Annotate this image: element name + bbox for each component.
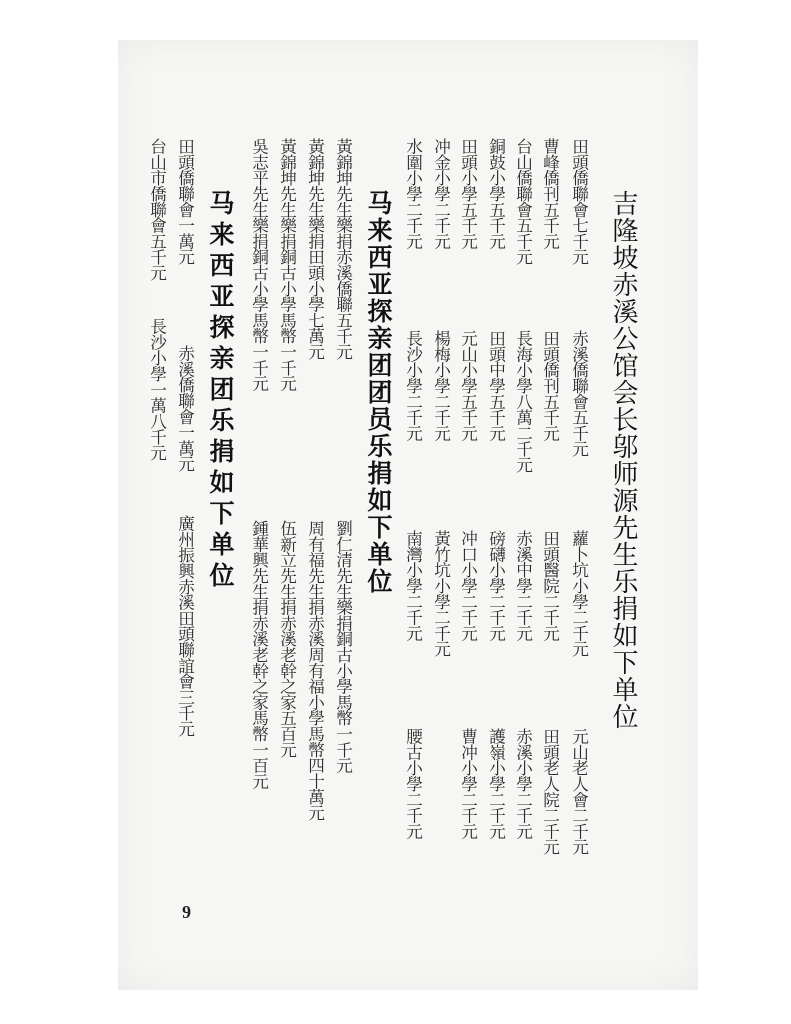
donation-line: 田頭中學五千元	[486, 330, 506, 441]
donation-line: 田頭僑聯會七千元	[569, 138, 589, 265]
donation-line: 田頭僑聯會一萬元	[175, 138, 195, 265]
donation-line: 南灣小學二千元	[403, 530, 423, 641]
section-heading-members: 马来西亚探亲团团员乐捐如下单位	[364, 190, 393, 595]
donation-line: 水圍小學二千元	[403, 138, 423, 249]
donation-line: 廣州振興赤溪田頭聯誼會三千元	[175, 515, 195, 737]
donation-line: 台山僑聯會五千元	[513, 138, 533, 265]
donation-line: 田頭醫院二千元	[540, 530, 560, 641]
donation-line: 黃錦坤先生樂捐田頭小學七萬元	[305, 138, 325, 360]
donation-line: 赤溪小學二千元	[513, 728, 533, 839]
donation-line: 黃竹坑小學二千元	[431, 530, 451, 657]
donation-line: 黃錦坤先生樂捐赤溪僑聯五千元	[333, 138, 353, 360]
donation-line: 元山小學五千元	[458, 330, 478, 441]
donation-line: 護嶺小學二千元	[486, 728, 506, 839]
page-number: 9	[182, 902, 191, 922]
donation-line: 赤溪中學二千元	[513, 530, 533, 641]
donation-line: 黃錦坤先生樂捐銅古小學馬幣一千元	[277, 138, 297, 391]
donation-line: 元山老人會二千元	[569, 728, 589, 855]
donation-line: 伍新立先生捐赤溪老幹之家五百元	[277, 520, 297, 758]
donation-line: 冲口小學二千元	[458, 530, 478, 641]
donation-line: 台山市僑聯會五千元	[147, 138, 167, 281]
donation-line: 曹冲小學二千元	[458, 728, 478, 839]
donation-line: 長沙小學二千元	[403, 330, 423, 441]
donation-line: 田頭僑刊五千元	[540, 330, 560, 441]
donation-line: 赤溪僑聯會一萬元	[175, 345, 195, 472]
donation-line: 磅礴小學二千元	[486, 530, 506, 641]
donation-line: 腰古小學二千元	[403, 728, 423, 839]
donation-line: 銅鼓小學五千元	[486, 138, 506, 249]
donation-line: 田頭小學五千元	[458, 138, 478, 249]
donation-line: 劉仁清先生樂捐銅古小學馬幣一千元	[333, 520, 353, 773]
donation-line: 長沙小學一萬八千元	[147, 318, 167, 461]
donation-line: 曹峰僑刊五千元	[540, 138, 560, 249]
donation-line: 長海小學八萬二千元	[513, 330, 533, 473]
section-heading-delegation: 马来西亚探亲团乐捐如下单位	[206, 190, 235, 593]
donation-line: 赤溪僑聯會五千元	[569, 330, 589, 457]
donation-line: 鍾華興先生捐赤溪老幹之家馬幣一百元	[249, 520, 269, 789]
donation-line: 蘿卜坑小學二千元	[569, 530, 589, 657]
donation-line: 吳志平先生樂捐銅古小學馬幣一千元	[249, 138, 269, 391]
donation-line: 楊梅小學二千元	[431, 330, 451, 441]
donation-line: 冲金小學二千元	[431, 138, 451, 249]
donation-line: 周有福先生捐赤溪周有福小學馬幣四十萬元	[305, 520, 325, 821]
donation-line: 田頭老人院二千元	[540, 728, 560, 855]
page-title: 吉隆坡赤溪公馆会长邬师源先生乐捐如下单位	[608, 190, 638, 730]
